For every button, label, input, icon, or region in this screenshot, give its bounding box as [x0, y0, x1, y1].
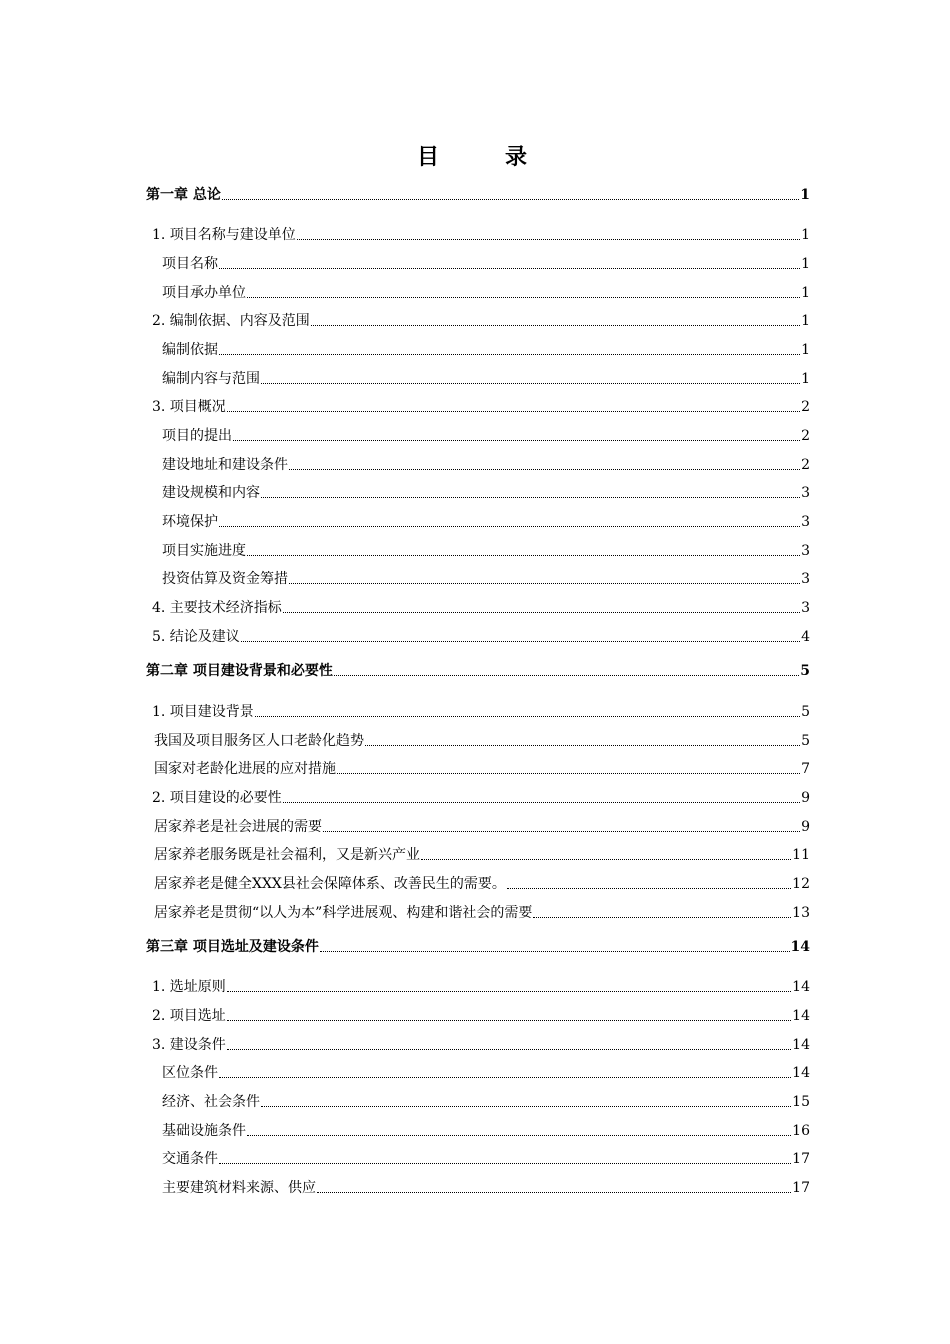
toc-entry-label: 1. 项目建设背景 [152, 704, 254, 720]
toc-entry[interactable] [154, 728, 810, 750]
toc-entry-label: 1. 项目名称与建设单位 [152, 227, 296, 243]
toc-entry[interactable] [162, 1146, 810, 1168]
toc-entry-page: 14 [790, 939, 810, 955]
toc-entry-label: 建设规模和内容 [162, 485, 260, 501]
toc-entry-page: 14 [792, 1008, 810, 1024]
toc-entry[interactable] [162, 452, 810, 474]
toc-entry-label: 交通条件 [162, 1151, 218, 1167]
toc-entry-label: 2. 编制依据、内容及范围 [152, 313, 310, 329]
toc-entry[interactable] [162, 566, 810, 588]
toc-entry-page: 5 [801, 733, 810, 749]
toc-entry-label: 居家养老是社会进展的需要 [154, 819, 322, 835]
toc-entry-chapter-3[interactable] [146, 934, 810, 956]
toc-entry-label: 环境保护 [162, 514, 218, 530]
toc-entry-page: 12 [792, 876, 810, 892]
toc-entry[interactable] [152, 394, 810, 416]
toc-entry-page: 14 [792, 1065, 810, 1081]
toc-leader-dots [533, 916, 791, 918]
toc-entry-label: 区位条件 [162, 1065, 218, 1081]
toc-entry[interactable] [152, 308, 810, 330]
toc-leader-dots [219, 267, 800, 269]
toc-entry-page: 5 [801, 704, 810, 720]
toc-entry-page: 11 [792, 847, 810, 863]
toc-entry[interactable] [152, 785, 810, 807]
toc-entry-page: 2 [801, 399, 810, 415]
toc-entry[interactable] [152, 699, 810, 721]
toc-leader-dots [311, 324, 800, 326]
toc-entry-label: 主要建筑材料来源、供应 [162, 1180, 316, 1196]
toc-leader-dots [297, 238, 800, 240]
toc-entry-label: 5. 结论及建议 [152, 629, 240, 645]
toc-leader-dots [219, 525, 800, 527]
toc-entry[interactable] [152, 222, 810, 244]
toc-entry-page: 3 [801, 600, 810, 616]
toc-entry[interactable] [152, 974, 810, 996]
toc-leader-dots [255, 715, 800, 717]
toc-entry-page: 7 [801, 761, 810, 777]
toc-entry-page: 17 [792, 1180, 810, 1196]
toc-leader-dots [219, 1162, 791, 1164]
toc-entry-page: 15 [792, 1094, 810, 1110]
toc-entry[interactable] [162, 480, 810, 502]
toc-entry[interactable] [162, 509, 810, 531]
toc-entry-page: 16 [792, 1123, 810, 1139]
toc-entry[interactable] [162, 1175, 810, 1197]
toc-entry[interactable] [162, 1118, 810, 1140]
toc-entry-page: 3 [801, 514, 810, 530]
toc-entry-label: 我国及项目服务区人口老龄化趋势 [154, 733, 364, 749]
toc-entry-chapter-1[interactable] [146, 182, 810, 204]
toc-entry-chapter-2[interactable] [146, 658, 810, 680]
toc-entry[interactable] [162, 366, 810, 388]
toc-leader-dots [289, 468, 800, 470]
toc-leader-dots [227, 1019, 791, 1021]
toc-entry[interactable] [152, 595, 810, 617]
toc-entry-page: 1 [801, 371, 810, 387]
toc-leader-dots [283, 801, 800, 803]
toc-entry[interactable] [154, 814, 810, 836]
toc-entry[interactable] [162, 337, 810, 359]
toc-entry-page: 14 [792, 1037, 810, 1053]
toc-entry[interactable] [152, 1003, 810, 1025]
toc-entry-label: 建设地址和建设条件 [162, 457, 288, 473]
toc-entry-label: 居家养老是健全XXX县社会保障体系、改善民生的需要。 [154, 876, 506, 892]
toc-entry[interactable] [152, 624, 810, 646]
toc-entry-label: 编制依据 [162, 342, 218, 358]
toc-leader-dots [261, 382, 800, 384]
toc-entry-page: 1 [801, 342, 810, 358]
toc-leader-dots [323, 830, 800, 832]
toc-leader-dots [261, 1105, 791, 1107]
toc-entry[interactable] [162, 1089, 810, 1111]
toc-entry[interactable] [154, 756, 810, 778]
toc-entry[interactable] [162, 1060, 810, 1082]
toc-entry-label: 项目实施进度 [162, 543, 246, 559]
toc-entry-page: 3 [801, 485, 810, 501]
toc-entry-label: 项目的提出 [162, 428, 232, 444]
toc-leader-dots [222, 198, 799, 200]
toc-leader-dots [227, 990, 791, 992]
toc-leader-dots [227, 410, 800, 412]
toc-entry-label: 经济、社会条件 [162, 1094, 260, 1110]
toc-entry[interactable] [154, 871, 810, 893]
toc-entry[interactable] [162, 251, 810, 273]
toc-entry-page: 2 [801, 428, 810, 444]
toc-entry-page: 13 [792, 905, 810, 921]
toc-entry-label: 居家养老是贯彻“以人为本”科学进展观、构建和谐社会的需要 [154, 905, 533, 921]
toc-entry-label: 居家养老服务既是社会福利，又是新兴产业 [154, 847, 420, 863]
toc-entry-page: 3 [801, 571, 810, 587]
toc-entry-page: 9 [801, 819, 810, 835]
toc-entry-page: 14 [792, 979, 810, 995]
toc-leader-dots [289, 582, 800, 584]
toc-title: 目 录 [416, 144, 549, 170]
toc-leader-dots [317, 1191, 791, 1193]
toc-entry-page: 2 [801, 457, 810, 473]
toc-entry-label: 项目名称 [162, 256, 218, 272]
toc-leader-dots [241, 640, 800, 642]
toc-leader-dots [247, 554, 800, 556]
toc-leader-dots [337, 772, 800, 774]
toc-leader-dots [219, 353, 800, 355]
toc-entry[interactable] [154, 900, 810, 922]
toc-entry[interactable] [154, 842, 810, 864]
toc-entry-page: 3 [801, 543, 810, 559]
toc-entry-label: 基础设施条件 [162, 1123, 246, 1139]
toc-entry-page: 9 [801, 790, 810, 806]
toc-entry-page: 1 [801, 285, 810, 301]
toc-entry-label: 项目承办单位 [162, 285, 246, 301]
toc-entry-page: 1 [800, 187, 810, 203]
toc-entry-label: 第一章 总论 [146, 187, 221, 203]
toc-entry[interactable] [162, 538, 810, 560]
toc-leader-dots [334, 674, 799, 676]
toc-leader-dots [320, 950, 790, 952]
toc-entry-page: 17 [792, 1151, 810, 1167]
toc-entry-label: 2. 项目建设的必要性 [152, 790, 282, 806]
toc-entry-label: 编制内容与范围 [162, 371, 260, 387]
toc-entry-page: 4 [801, 629, 810, 645]
toc-leader-dots [219, 1076, 791, 1078]
toc-leader-dots [261, 496, 800, 498]
toc-entry-label: 第二章 项目建设背景和必要性 [146, 663, 333, 679]
toc-entry[interactable] [162, 280, 810, 302]
toc-leader-dots [233, 439, 800, 441]
toc-entry-page: 1 [801, 256, 810, 272]
toc-leader-dots [365, 744, 800, 746]
toc-entry-page: 5 [800, 663, 810, 679]
toc-leader-dots [507, 887, 791, 889]
toc-entry[interactable] [152, 1032, 810, 1054]
toc-entry-page: 1 [801, 227, 810, 243]
toc-leader-dots [421, 858, 791, 860]
toc-entry-label: 3. 建设条件 [152, 1037, 226, 1053]
toc-entry-label: 3. 项目概况 [152, 399, 226, 415]
toc-entry-label: 第三章 项目选址及建设条件 [146, 939, 319, 955]
toc-entry-label: 国家对老龄化进展的应对措施 [154, 761, 336, 777]
toc-entry[interactable] [162, 423, 810, 445]
toc-entry-label: 投资估算及资金筹措 [162, 571, 288, 587]
toc-entry-label: 1. 选址原则 [152, 979, 226, 995]
toc-leader-dots [227, 1048, 791, 1050]
toc-entry-page: 1 [801, 313, 810, 329]
toc-entry-label: 2. 项目选址 [152, 1008, 226, 1024]
toc-entry-label: 4. 主要技术经济指标 [152, 600, 282, 616]
toc-leader-dots [247, 296, 800, 298]
toc-leader-dots [247, 1134, 791, 1136]
toc-leader-dots [283, 611, 800, 613]
